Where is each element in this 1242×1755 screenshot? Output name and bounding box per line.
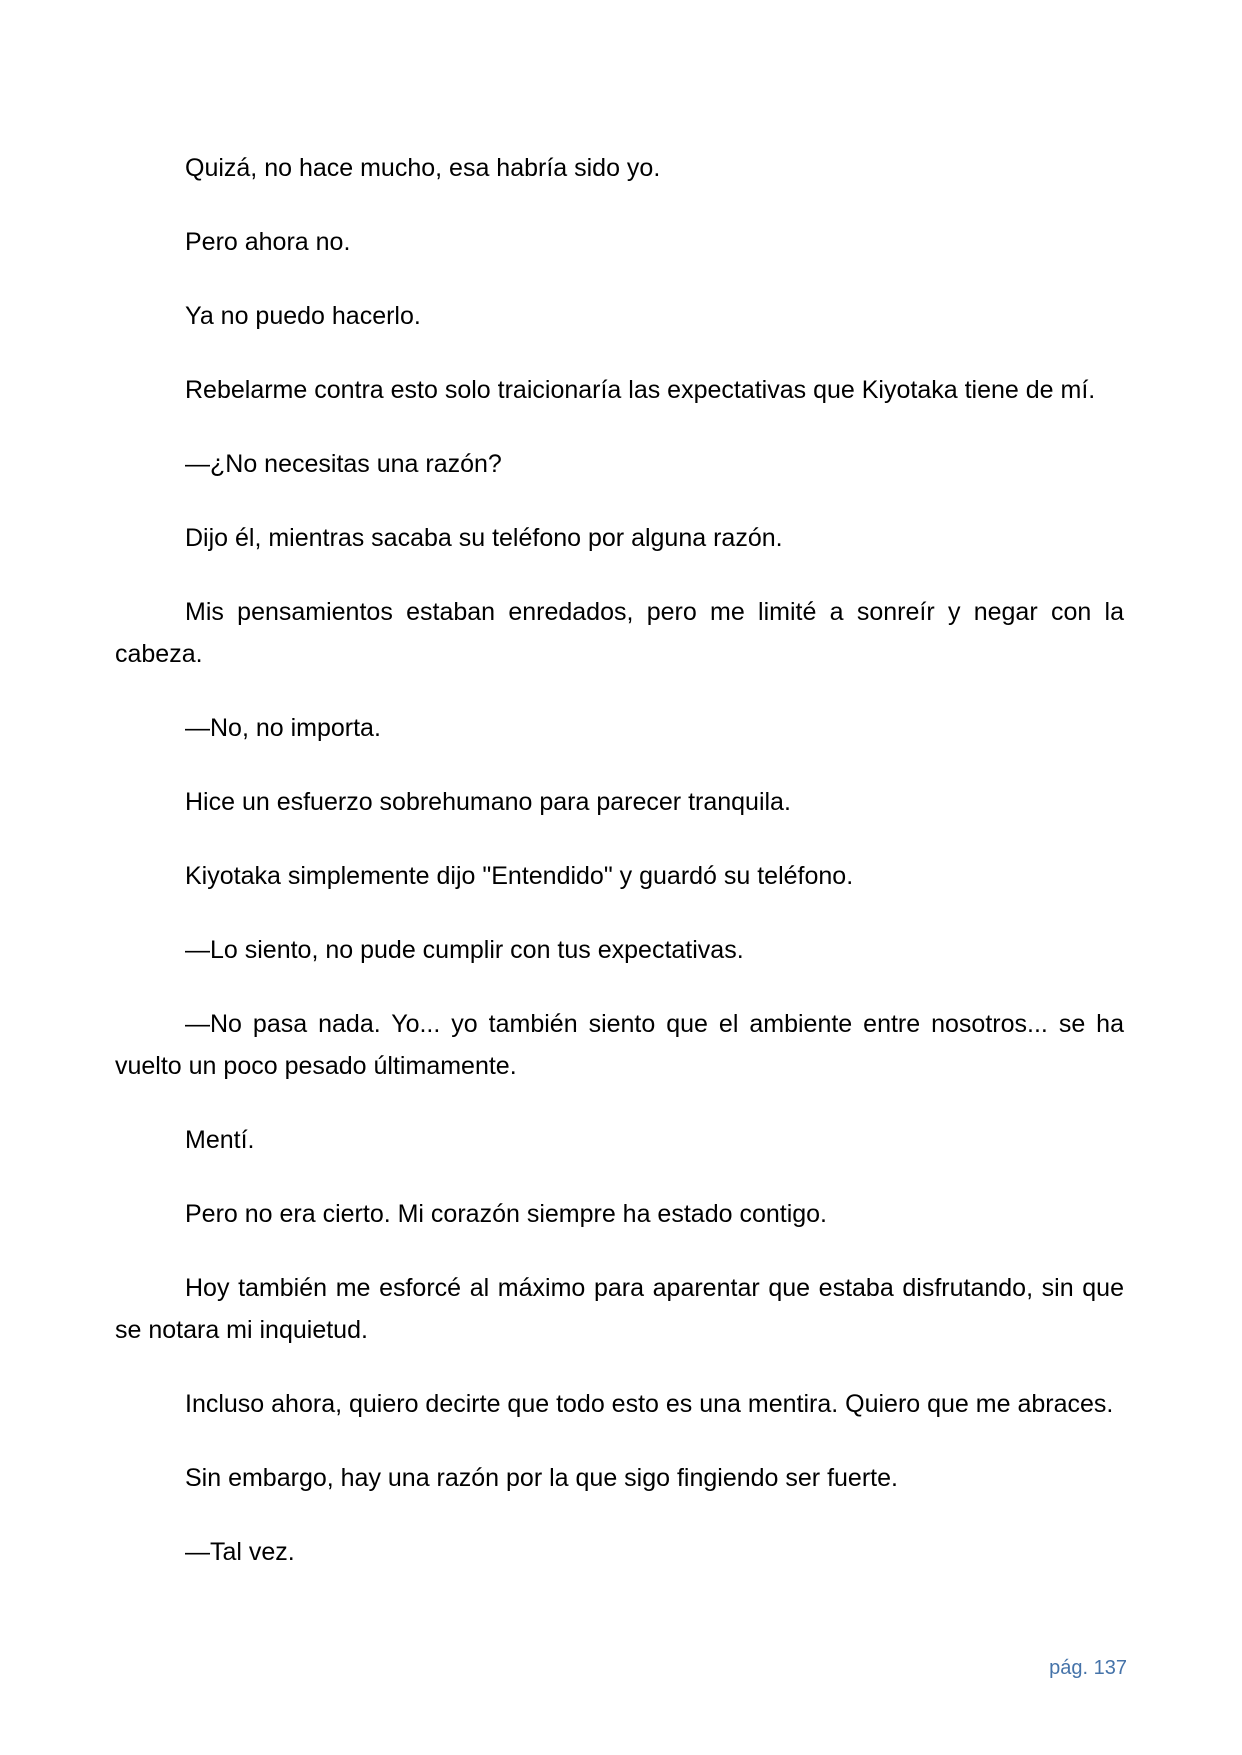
paragraph: Hoy también me esforcé al máximo para aparentar que estaba disfrutando, sin que se notara mi inquietud. bbox=[115, 1274, 1124, 1344]
paragraph: Pero ahora no. bbox=[185, 228, 351, 256]
paragraph: Hice un esfuerzo sobrehumano para parecer tranquila. bbox=[185, 788, 791, 816]
paragraph: Kiyotaka simplemente dijo "Entendido" y guardó su teléfono. bbox=[185, 862, 854, 890]
paragraph: Pero no era cierto. Mi corazón siempre ha estado contigo. bbox=[185, 1200, 828, 1228]
paragraph: Mentí. bbox=[185, 1126, 255, 1154]
paragraph: Dijo él, mientras sacaba su teléfono por alguna razón. bbox=[185, 524, 783, 552]
paragraph: Sin embargo, hay una razón por la que sigo fingiendo ser fuerte. bbox=[185, 1464, 898, 1492]
paragraph: —No, no importa. bbox=[185, 714, 381, 742]
paragraph: Mis pensamientos estaban enredados, pero me limité a sonreír y negar con la cabeza. bbox=[115, 598, 1124, 668]
paragraph: Rebelarme contra esto solo traicionaría las expectativas que Kiyotaka tiene de mí. bbox=[185, 376, 1096, 404]
paragraph: —¿No necesitas una razón? bbox=[185, 450, 502, 478]
page-number: pág. 137 bbox=[1049, 1657, 1127, 1679]
paragraph: Quizá, no hace mucho, esa habría sido yo. bbox=[185, 154, 661, 182]
paragraph: Ya no puedo hacerlo. bbox=[185, 302, 421, 330]
paragraph: —Lo siento, no pude cumplir con tus expectativas. bbox=[185, 936, 744, 964]
paragraph: —No pasa nada. Yo... yo también siento que el ambiente entre nosotros... se ha vuelto un poco pesado últimamente. bbox=[115, 1010, 1124, 1080]
paragraph: —Tal vez. bbox=[185, 1538, 295, 1566]
paragraph: Incluso ahora, quiero decirte que todo esto es una mentira. Quiero que me abraces. bbox=[185, 1390, 1114, 1418]
page-footer bbox=[1049, 1655, 1127, 1681]
